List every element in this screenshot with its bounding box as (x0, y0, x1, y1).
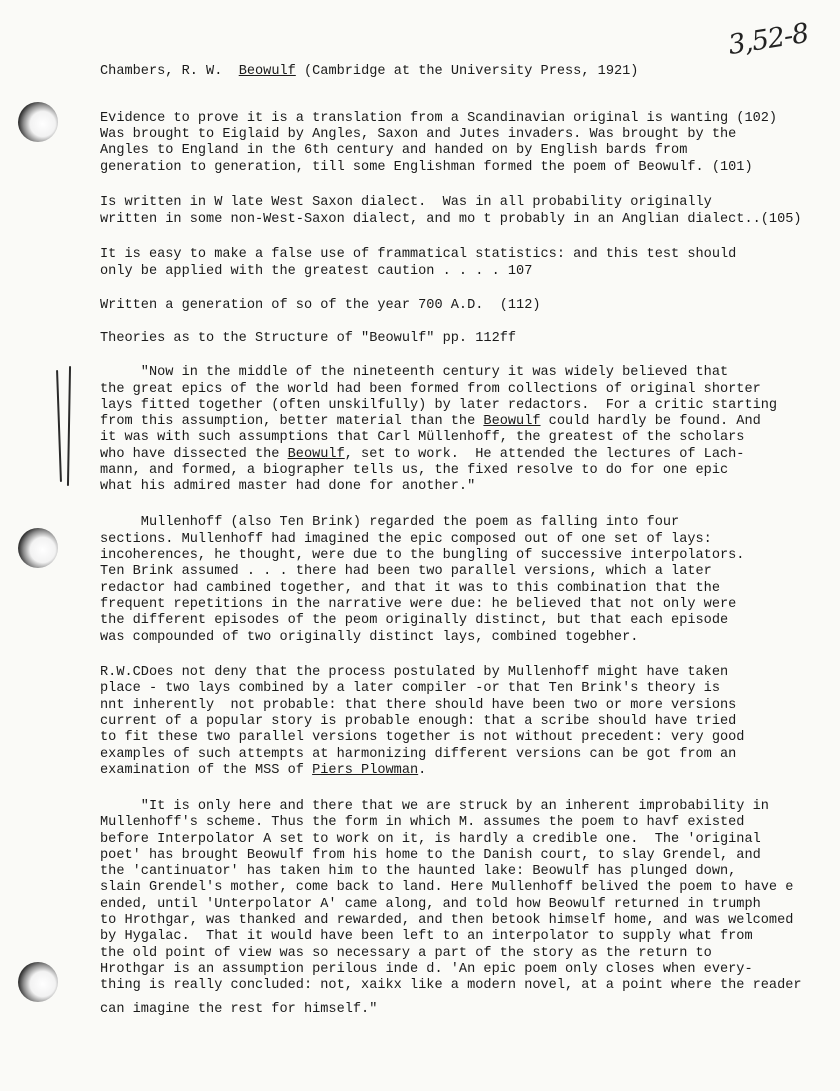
text-line: R.W.CDoes not deny that the process postulated by Mullenhoff might have taken (100, 665, 729, 680)
text-line: ended, until 'Unterpolator A' came along, and told how Beowulf returned in trumph (100, 897, 761, 912)
text-line: Written a generation of so of the year 700 A.D. (112) (100, 298, 541, 313)
text-line: Is written in W late West Saxon dialect. Was in all probability originally (100, 195, 712, 210)
citation-line (100, 64, 638, 80)
text-line: the great epics of the world had been formed from collections of original shorter (100, 382, 761, 397)
citation-author: Chambers, R. W. (100, 64, 223, 79)
text-line: poet' has brought Beowulf from his home to the Danish court, to slay Grendel, and (100, 848, 761, 863)
margin-mark-left (56, 370, 62, 482)
punch-hole-middle (18, 528, 58, 568)
text-line: Angles to England in the 6th century and handed on by English bards from (100, 143, 688, 158)
piers-plowman-title: Piers Plowman (312, 763, 419, 778)
text-line: the different episodes of the peom originally distinct, but that each episode (100, 613, 729, 628)
text-line: Ten Brink assumed . . . there had been two parallel versions, which a later (100, 564, 712, 579)
text-line: to Hrothgar, was thanked and rewarded, and then betook himself home, and was welcomed (100, 913, 794, 928)
citation-title: Beowulf (238, 64, 296, 79)
text-line: only be applied with the greatest caution . . . . 107 (100, 264, 533, 279)
text-line: the 'cantinuator' has taken him to the haunted lake: Beowulf has plunged down, (100, 864, 737, 879)
text-line: mann, and formed, a biographer tells us, the fixed resolve to do for one epic (100, 463, 729, 478)
text-line: written in some non-West-Saxon dialect, and mo t probably in an Anglian dialect..(105) (100, 212, 802, 227)
text-line: place - two lays combined by a later compiler -or that Ten Brink's theory is (100, 681, 720, 696)
punch-hole-bottom (18, 962, 58, 1002)
text-line: incoherences, he thought, were due to the bungling of successive interpolators. (100, 548, 745, 563)
text-line: Hrothgar is an assumption perilous inde d. 'An epic poem only closes when every- (100, 962, 753, 977)
text-line: examples of such attempts at harmonizing different versions can be got from an (100, 747, 737, 762)
text-line: thing is really concluded: not, xaikx like a modern novel, at a point where the reader (100, 978, 802, 993)
text-line: "It is only here and there that we are struck by an inherent improbability in (100, 799, 769, 814)
section-heading: Theories as to the Structure of "Beowulf" pp. 112ff (100, 331, 517, 346)
text-line: the old point of view was so necessary a part of the story as the return to (100, 946, 712, 961)
text-line: redactor had cambined together, and that it was to this combination that the (100, 581, 720, 596)
text-line: from this assumption, better material than the Beowulf could hardly be found. And (100, 414, 761, 429)
punch-hole-top (18, 102, 58, 142)
text-line: generation to generation, till some Englishman formed the poem of Beowulf. (101) (100, 160, 753, 175)
text-line: current of a popular story is probable enough: that a scribe should have tried (100, 714, 737, 729)
text-line: lays fitted together (often unskilfully) by later redactors. For a critic starting (100, 398, 778, 413)
text-line: Evidence to prove it is a translation from a Scandinavian original is wanting (102) (100, 111, 778, 126)
margin-mark-right (67, 366, 71, 486)
text-line: It is easy to make a false use of frammatical statistics: and this test should (100, 247, 737, 262)
text-line: Mullenhoff's scheme. Thus the form in which M. assumes the poem to havf existed (100, 815, 745, 830)
text-line: before Interpolator A set to work on it, is hardly a credible one. The 'original (100, 832, 761, 847)
text-line: was compounded of two originally distinct lays, combined togebher. (100, 630, 639, 645)
text-line: who have dissected the Beowulf, set to work. He attended the lectures of Lach- (100, 447, 745, 462)
text-line: examination of the MSS of Piers Plowman. (100, 763, 427, 778)
text-line: can imagine the rest for himself." (100, 1002, 378, 1017)
text-line: it was with such assumptions that Carl Müllenhoff, the greatest of the scholars (100, 430, 745, 445)
text-line: by Hygalac. That it would have been left to an interpolator to supply what from (100, 929, 753, 944)
text-line: slain Grendel's mother, come back to land. Here Mullenhoff belived the poem to have e (100, 880, 794, 895)
text-line: Mullenhoff (also Ten Brink) regarded the poem as falling into four (100, 515, 680, 530)
text-line: nnt inherently not probable: that there should have been two or more versions (100, 698, 737, 713)
text-line: what his admired master had done for another." (100, 479, 476, 494)
text-line: "Now in the middle of the nineteenth century it was widely believed that (100, 365, 729, 380)
beowulf-title: Beowulf (287, 447, 345, 462)
text-line: sections. Mullenhoff had imagined the epic composed out of one set of lays: (100, 532, 712, 547)
text-line: frequent repetitions in the narrative were due: he believed that not only were (100, 597, 737, 612)
citation-publisher: (Cambridge at the University Press, 1921) (303, 64, 639, 79)
text-line: Was brought to Eiglaid by Angles, Saxon and Jutes invaders. Was brought by the (100, 127, 737, 142)
beowulf-title: Beowulf (483, 414, 541, 429)
handwritten-page-number: 3,52-8 (726, 17, 811, 62)
text-line: to fit these two parallel versions together is not without precedent: very good (100, 730, 745, 745)
